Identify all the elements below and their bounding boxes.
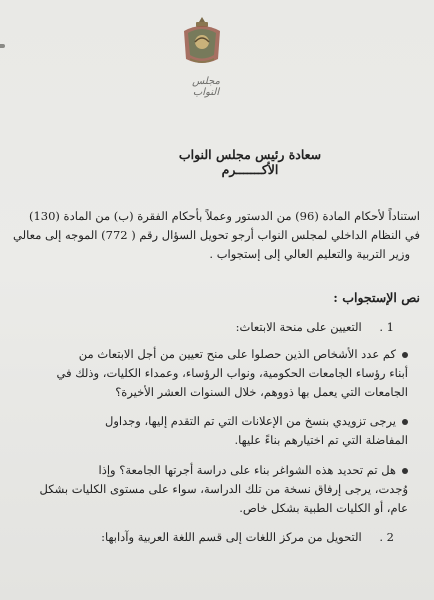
punch-hole-mark xyxy=(0,44,5,48)
salutation-heading: سعادة رئيس مجلس النواب الأكـــــــرم xyxy=(178,147,322,177)
bullet-3 xyxy=(16,461,408,518)
bullet-dot-icon xyxy=(402,468,408,474)
bullet-text: يرجى تزويدي بنسخ من الإعلانات التي تم التقدم إليها، وجداول xyxy=(105,414,396,428)
item-2-heading xyxy=(101,528,394,547)
bullet-text: وُجدت، يرجى إرفاق نسخة من تلك الدراسة، سواء على مستوى الكليات بشكل xyxy=(39,482,408,496)
item-title: التحويل من مركز اللغات إلى قسم اللغة العربية وآدابها: xyxy=(101,530,362,544)
bullet-2 xyxy=(16,412,408,450)
bullet-dot-icon xyxy=(402,419,408,425)
intro-line: استناداً لأحكام المادة (96) من الدستور وعملاً بأحكام الفقرة (ب) من المادة (130) xyxy=(28,209,420,223)
bullet-1 xyxy=(16,345,408,402)
intro-line: في النظام الداخلي لمجلس النواب أرجو تحويل السؤال رقم ( 772) الموجه إلى معالي xyxy=(13,228,420,242)
interpellation-title: نص الإستجواب : xyxy=(333,290,420,305)
jordan-coat-of-arms-icon xyxy=(180,15,224,67)
bullet-text: الجامعات التي يعمل بها ذووهم، خلال السنوات العشر الأخيرة؟ xyxy=(115,385,408,399)
house-name-calligraphy: مجلس النواب xyxy=(192,76,220,98)
bullet-text: هل تم تحديد هذه الشواغر بناء على دراسة أجرتها الجامعة؟ وإذا xyxy=(98,463,396,477)
intro-paragraph xyxy=(12,207,420,264)
bullet-text: عام، أو الكليات الطبية بشكل خاص. xyxy=(239,501,408,515)
item-number: 1 . xyxy=(379,320,394,334)
intro-line: وزير التربية والتعليم العالي إلى إستجواب . xyxy=(209,247,410,261)
bullet-text: كم عدد الأشخاص الذين حصلوا على منح تعيين من أجل الابتعاث من xyxy=(78,347,396,361)
bullet-text: أبناء رؤساء الجامعات الحكومية، ونواب الرؤساء، وعمداء الكليات، وذلك في xyxy=(56,366,408,380)
item-number: 2 . xyxy=(379,530,394,544)
bullet-text: المفاضلة التي تم اختيارهم بناءً عليها. xyxy=(234,433,408,447)
bullet-dot-icon xyxy=(402,352,408,358)
item-1-heading xyxy=(236,318,394,337)
item-title: التعيين على منحة الابتعاث: xyxy=(235,320,362,334)
